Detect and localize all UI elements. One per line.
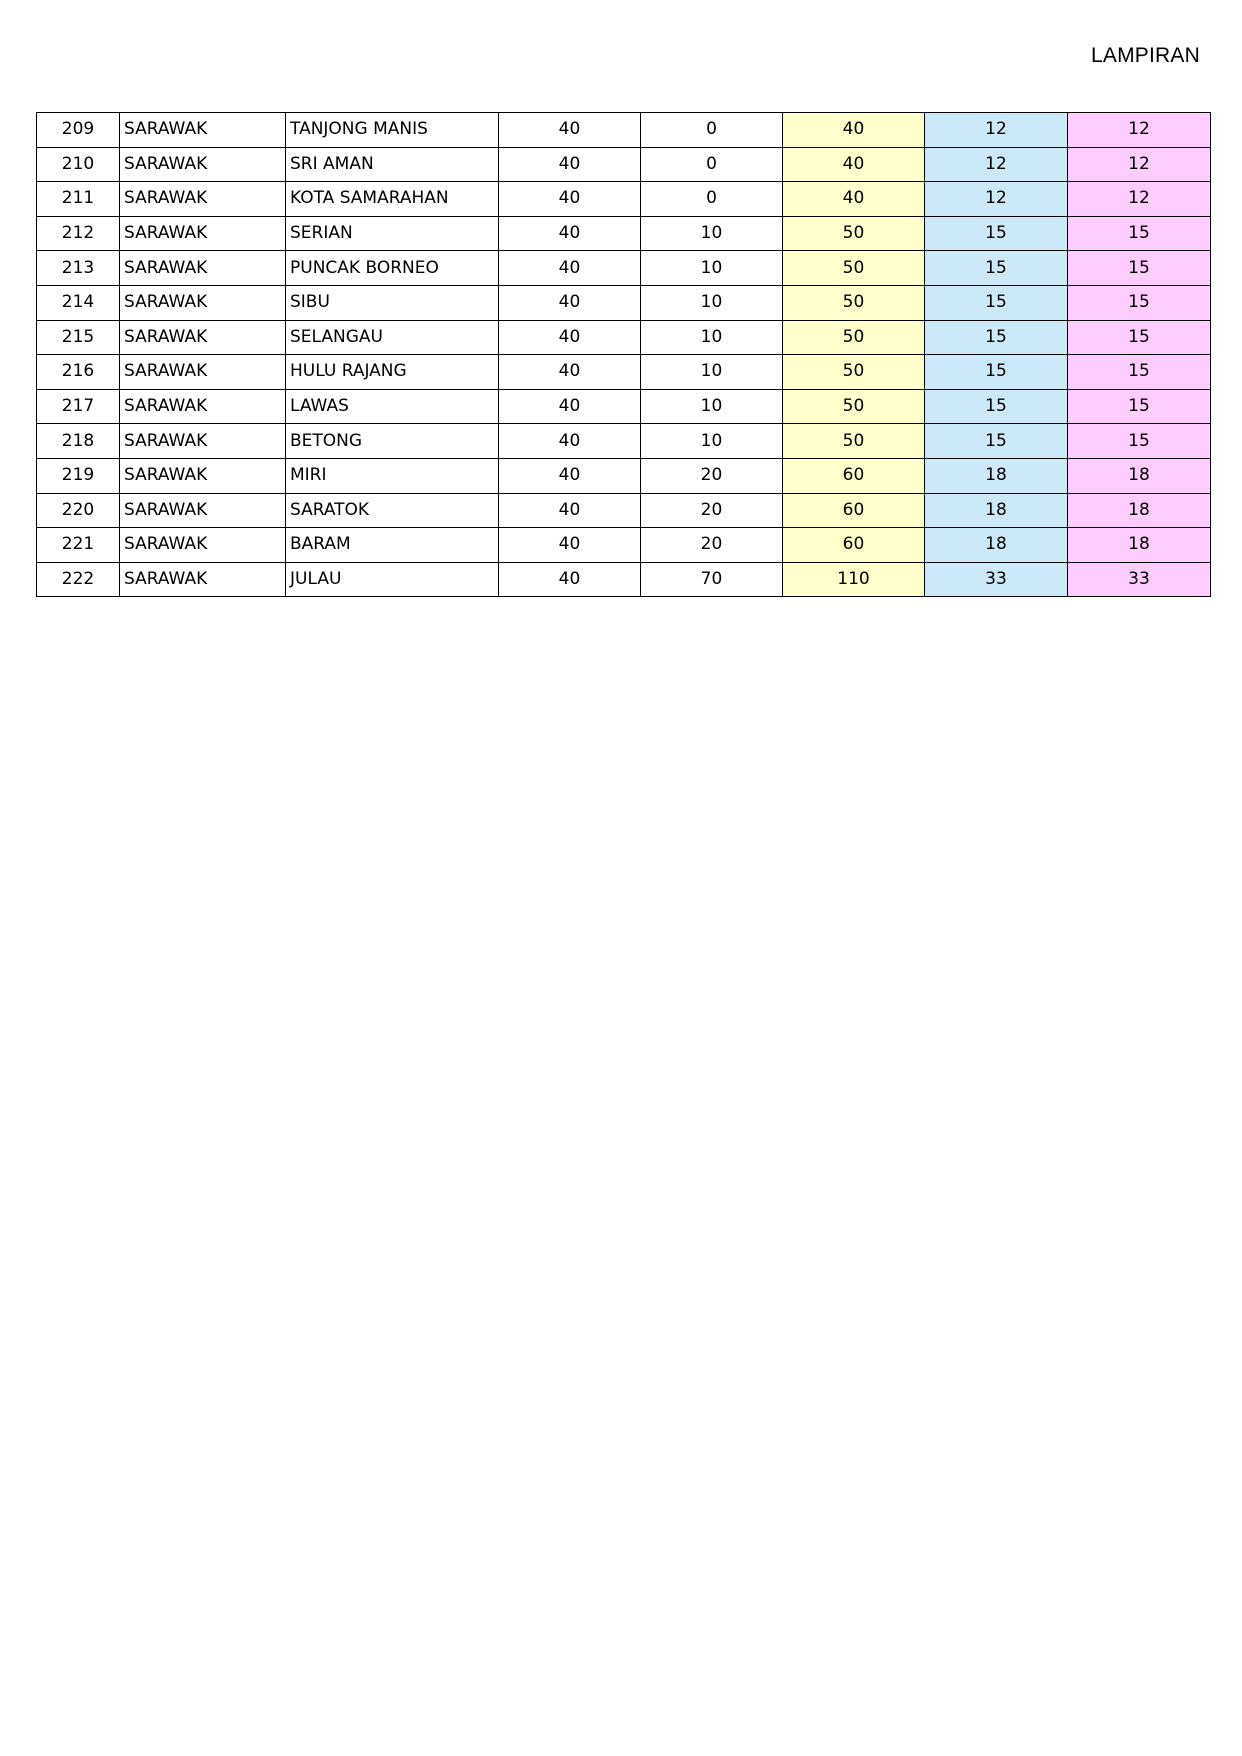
- value-2-cell: 20: [641, 458, 783, 493]
- row-number-cell: 221: [37, 528, 120, 563]
- value-5-cell: 15: [1068, 424, 1211, 459]
- value-5-cell: 33: [1068, 562, 1211, 597]
- value-3-cell: 110: [783, 562, 925, 597]
- value-3-cell: 50: [783, 251, 925, 286]
- value-3-cell: 50: [783, 320, 925, 355]
- row-number-cell: 218: [37, 424, 120, 459]
- state-cell: SARAWAK: [120, 562, 286, 597]
- value-4-cell: 18: [925, 493, 1068, 528]
- table-row: [37, 424, 1211, 459]
- state-cell: SARAWAK: [120, 458, 286, 493]
- page-header-label: LAMPIRAN: [1091, 44, 1200, 67]
- value-3-cell: 60: [783, 528, 925, 563]
- row-number-cell: 210: [37, 147, 120, 182]
- value-4-cell: 18: [925, 458, 1068, 493]
- table-row: [37, 182, 1211, 217]
- value-2-cell: 10: [641, 251, 783, 286]
- table-row: [37, 216, 1211, 251]
- value-3-cell: 50: [783, 285, 925, 320]
- value-3-cell: 40: [783, 113, 925, 148]
- value-1-cell: 40: [499, 285, 641, 320]
- value-1-cell: 40: [499, 355, 641, 390]
- state-cell: SARAWAK: [120, 182, 286, 217]
- value-5-cell: 15: [1068, 285, 1211, 320]
- table-row: [37, 113, 1211, 148]
- row-number-cell: 211: [37, 182, 120, 217]
- value-1-cell: 40: [499, 182, 641, 217]
- value-1-cell: 40: [499, 458, 641, 493]
- value-2-cell: 20: [641, 528, 783, 563]
- constituency-cell: SELANGAU: [286, 320, 499, 355]
- value-4-cell: 15: [925, 320, 1068, 355]
- value-3-cell: 50: [783, 389, 925, 424]
- value-1-cell: 40: [499, 147, 641, 182]
- table-row: [37, 251, 1211, 286]
- table-row: [37, 458, 1211, 493]
- value-3-cell: 50: [783, 424, 925, 459]
- value-2-cell: 20: [641, 493, 783, 528]
- table-row: [37, 528, 1211, 563]
- value-4-cell: 33: [925, 562, 1068, 597]
- constituency-cell: JULAU: [286, 562, 499, 597]
- value-1-cell: 40: [499, 251, 641, 286]
- value-5-cell: 18: [1068, 458, 1211, 493]
- value-5-cell: 15: [1068, 320, 1211, 355]
- state-cell: SARAWAK: [120, 113, 286, 148]
- row-number-cell: 219: [37, 458, 120, 493]
- value-5-cell: 18: [1068, 493, 1211, 528]
- value-1-cell: 40: [499, 320, 641, 355]
- row-number-cell: 209: [37, 113, 120, 148]
- value-5-cell: 18: [1068, 528, 1211, 563]
- constituency-cell: BETONG: [286, 424, 499, 459]
- row-number-cell: 213: [37, 251, 120, 286]
- value-2-cell: 10: [641, 424, 783, 459]
- value-3-cell: 60: [783, 458, 925, 493]
- value-4-cell: 15: [925, 285, 1068, 320]
- value-4-cell: 15: [925, 389, 1068, 424]
- row-number-cell: 222: [37, 562, 120, 597]
- value-4-cell: 18: [925, 528, 1068, 563]
- value-2-cell: 10: [641, 355, 783, 390]
- state-cell: SARAWAK: [120, 320, 286, 355]
- value-3-cell: 40: [783, 147, 925, 182]
- value-4-cell: 15: [925, 424, 1068, 459]
- state-cell: SARAWAK: [120, 285, 286, 320]
- constituency-cell: MIRI: [286, 458, 499, 493]
- state-cell: SARAWAK: [120, 147, 286, 182]
- row-number-cell: 216: [37, 355, 120, 390]
- value-2-cell: 10: [641, 216, 783, 251]
- state-cell: SARAWAK: [120, 493, 286, 528]
- value-2-cell: 0: [641, 182, 783, 217]
- state-cell: SARAWAK: [120, 355, 286, 390]
- data-table: [36, 112, 1211, 597]
- table-row: [37, 320, 1211, 355]
- value-2-cell: 0: [641, 113, 783, 148]
- value-5-cell: 15: [1068, 216, 1211, 251]
- constituency-cell: BARAM: [286, 528, 499, 563]
- value-2-cell: 70: [641, 562, 783, 597]
- constituency-cell: SARATOK: [286, 493, 499, 528]
- value-1-cell: 40: [499, 216, 641, 251]
- value-4-cell: 12: [925, 113, 1068, 148]
- table-row: [37, 355, 1211, 390]
- value-2-cell: 0: [641, 147, 783, 182]
- value-2-cell: 10: [641, 285, 783, 320]
- value-4-cell: 15: [925, 216, 1068, 251]
- row-number-cell: 217: [37, 389, 120, 424]
- value-4-cell: 12: [925, 147, 1068, 182]
- row-number-cell: 220: [37, 493, 120, 528]
- row-number-cell: 212: [37, 216, 120, 251]
- table-row: [37, 493, 1211, 528]
- value-1-cell: 40: [499, 424, 641, 459]
- state-cell: SARAWAK: [120, 216, 286, 251]
- value-5-cell: 15: [1068, 251, 1211, 286]
- state-cell: SARAWAK: [120, 389, 286, 424]
- constituency-cell: LAWAS: [286, 389, 499, 424]
- value-1-cell: 40: [499, 493, 641, 528]
- value-2-cell: 10: [641, 320, 783, 355]
- constituency-cell: KOTA SAMARAHAN: [286, 182, 499, 217]
- table-row: [37, 389, 1211, 424]
- value-1-cell: 40: [499, 528, 641, 563]
- value-5-cell: 15: [1068, 355, 1211, 390]
- constituency-cell: SERIAN: [286, 216, 499, 251]
- value-3-cell: 60: [783, 493, 925, 528]
- value-3-cell: 50: [783, 355, 925, 390]
- state-cell: SARAWAK: [120, 424, 286, 459]
- value-1-cell: 40: [499, 113, 641, 148]
- constituency-cell: SIBU: [286, 285, 499, 320]
- value-4-cell: 15: [925, 355, 1068, 390]
- constituency-cell: HULU RAJANG: [286, 355, 499, 390]
- state-cell: SARAWAK: [120, 251, 286, 286]
- table-body: [37, 113, 1211, 597]
- constituency-cell: TANJONG MANIS: [286, 113, 499, 148]
- row-number-cell: 215: [37, 320, 120, 355]
- value-1-cell: 40: [499, 389, 641, 424]
- value-3-cell: 40: [783, 182, 925, 217]
- table-row: [37, 562, 1211, 597]
- value-5-cell: 12: [1068, 182, 1211, 217]
- table-row: [37, 147, 1211, 182]
- value-5-cell: 12: [1068, 147, 1211, 182]
- value-1-cell: 40: [499, 562, 641, 597]
- row-number-cell: 214: [37, 285, 120, 320]
- value-4-cell: 12: [925, 182, 1068, 217]
- constituency-cell: SRI AMAN: [286, 147, 499, 182]
- table-row: [37, 285, 1211, 320]
- value-2-cell: 10: [641, 389, 783, 424]
- value-4-cell: 15: [925, 251, 1068, 286]
- value-3-cell: 50: [783, 216, 925, 251]
- state-cell: SARAWAK: [120, 528, 286, 563]
- value-5-cell: 12: [1068, 113, 1211, 148]
- constituency-cell: PUNCAK BORNEO: [286, 251, 499, 286]
- value-5-cell: 15: [1068, 389, 1211, 424]
